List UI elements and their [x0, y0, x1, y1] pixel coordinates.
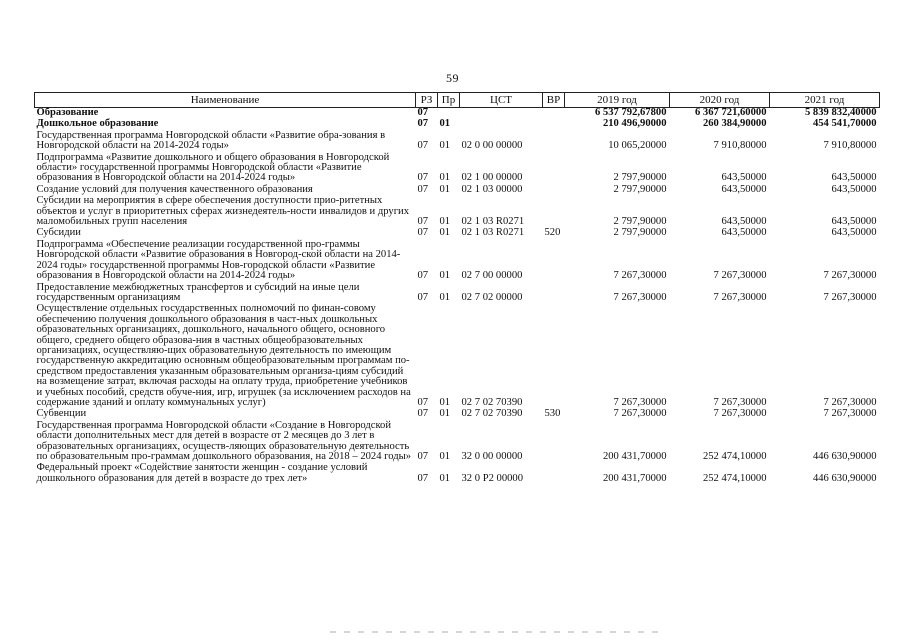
row-2020: 7 267,30000: [713, 291, 767, 303]
row-vr: [543, 303, 565, 408]
row-2021: 446 630,90000: [812, 451, 877, 462]
row-name: Субвенции: [36, 408, 87, 420]
row-2020: 260 384,90000: [702, 118, 767, 130]
row-pr: 01: [439, 472, 451, 484]
row-rz: 07: [417, 183, 429, 195]
row-cst: 02 7 02 00000: [461, 291, 523, 303]
row-2021: 643,50000: [831, 172, 877, 184]
row-vr: [543, 118, 565, 129]
header-vr: ВР: [543, 93, 565, 108]
row-name: Государственная программа Новгородской области «Создание в Новгородской области дополнительных мест для детей в возрасте от 2 месяцев до 3 лет в образовательных организациях, осуществ-ляющих образовательную деятельность по образовательным про-граммам дошкольного образования, на 2018 – 2024 годы»: [36, 419, 412, 462]
table-row: [35, 195, 880, 227]
table-row: [35, 108, 880, 119]
row-pr: 01: [439, 396, 451, 408]
row-2019: 7 267,30000: [613, 291, 667, 303]
row-pr: 01: [439, 140, 451, 152]
row-name: Подпрограмма «Развитие дошкольного и общего образования в Новгородской области» государственной программы Новгородской области «Развитие образования в Новгородской области на 2014-2024 годы»: [36, 151, 390, 184]
row-rz: 07: [417, 107, 429, 118]
table-row: [35, 282, 880, 304]
table-row: [35, 239, 880, 282]
row-2020: 7 267,30000: [713, 270, 767, 282]
row-cst: 02 1 03 R0271: [461, 216, 525, 228]
row-2020: 643,50000: [721, 172, 767, 184]
page-number: 59: [446, 71, 459, 85]
row-pr: [438, 108, 460, 119]
row-name: Субсидии: [36, 227, 81, 239]
row-2021: 643,50000: [831, 183, 877, 195]
row-vr: [543, 108, 565, 119]
table-row: [35, 130, 880, 152]
table-row: [35, 462, 880, 484]
table-row: [35, 408, 880, 419]
row-pr: 01: [439, 172, 451, 184]
row-vr: [543, 282, 565, 304]
row-2021: 7 267,30000: [823, 270, 877, 282]
row-2019: 2 797,90000: [613, 216, 667, 228]
row-rz: 07: [417, 270, 429, 282]
row-cst: 02 1 03 R0271: [461, 227, 525, 239]
row-2019: 2 797,90000: [613, 227, 667, 239]
row-pr: 01: [439, 270, 451, 282]
row-2021: 643,50000: [831, 216, 877, 228]
row-2021: 454 541,70000: [812, 118, 877, 130]
header-row: [35, 93, 880, 108]
row-cst: [460, 118, 543, 129]
row-rz: 07: [417, 396, 429, 408]
row-cst: 02 0 00 00000: [461, 140, 523, 152]
row-2019: 7 267,30000: [613, 396, 667, 408]
row-vr: [543, 195, 565, 227]
row-2020: 252 474,10000: [702, 472, 767, 484]
header-pr: Пр: [438, 93, 460, 108]
table-row: [35, 152, 880, 184]
row-2019: 7 267,30000: [613, 408, 667, 420]
row-pr: 01: [439, 451, 451, 462]
row-name: Предоставление межбюджетных трансфертов и субсидий на иные цели государственным организациям: [36, 281, 360, 303]
header-name: Наименование: [35, 93, 416, 108]
row-2021: 7 910,80000: [823, 140, 877, 152]
row-2020: 252 474,10000: [702, 451, 767, 462]
row-name: Дошкольное образование: [36, 118, 159, 130]
header-2020: 2020 год: [670, 93, 770, 108]
row-2021: 643,50000: [831, 227, 877, 239]
row-rz: 07: [417, 408, 429, 420]
row-cst: 02 7 02 70390: [461, 396, 523, 408]
row-2019: 200 431,70000: [602, 472, 667, 484]
row-vr: [543, 420, 565, 463]
row-pr: 01: [439, 118, 451, 130]
row-2021: 5 839 832,40000: [804, 107, 877, 118]
row-2020: 7 267,30000: [713, 396, 767, 408]
row-2019: 10 065,20000: [608, 140, 667, 152]
row-vr: 530: [544, 408, 561, 420]
row-vr: 520: [544, 227, 561, 239]
row-2020: 6 367 721,60000: [694, 107, 767, 118]
row-name: Федеральный проект «Содействие занятости женщин - создание условий дошкольного образования для детей в возрасте до трех лет»: [36, 462, 368, 484]
row-name: Образование: [36, 107, 99, 118]
row-2019: 200 431,70000: [602, 451, 667, 462]
row-rz: 07: [417, 472, 429, 484]
row-cst: 02 7 02 70390: [461, 408, 523, 420]
row-vr: [543, 462, 565, 484]
row-2020: 7 267,30000: [713, 408, 767, 420]
row-2020: 643,50000: [721, 227, 767, 239]
row-2019: 6 537 792,67800: [594, 107, 667, 118]
row-rz: 07: [417, 118, 429, 130]
row-2020: 643,50000: [721, 216, 767, 228]
row-rz: 07: [417, 227, 429, 239]
row-2020: 643,50000: [721, 183, 767, 195]
header-2019: 2019 год: [565, 93, 670, 108]
row-2021: 446 630,90000: [812, 472, 877, 484]
row-vr: [543, 184, 565, 195]
row-2019: 2 797,90000: [613, 172, 667, 184]
row-pr: 01: [439, 408, 451, 420]
row-cst: 32 0 P2 00000: [461, 472, 524, 484]
row-rz: 07: [417, 451, 429, 462]
table-row: [35, 420, 880, 463]
row-cst: [460, 108, 543, 119]
row-rz: 07: [417, 140, 429, 152]
row-cst: 02 1 00 00000: [461, 172, 523, 184]
row-pr: 01: [439, 291, 451, 303]
table-row: [35, 184, 880, 195]
row-2019: 2 797,90000: [613, 183, 667, 195]
row-2021: 7 267,30000: [823, 396, 877, 408]
row-cst: 02 7 00 00000: [461, 270, 523, 282]
row-2021: 7 267,30000: [823, 408, 877, 420]
scan-artifact: [330, 631, 660, 633]
row-rz: 07: [417, 172, 429, 184]
row-2021: 7 267,30000: [823, 291, 877, 303]
table-row: [35, 303, 880, 408]
row-rz: 07: [417, 291, 429, 303]
row-2019: 7 267,30000: [613, 270, 667, 282]
row-pr: 01: [439, 183, 451, 195]
row-name: Государственная программа Новгородской области «Развитие обра-зования в Новгородской области на 2014-2024 годы»: [36, 129, 386, 152]
header-cst: ЦСТ: [460, 93, 543, 108]
row-pr: 01: [439, 216, 451, 228]
row-pr: 01: [439, 227, 451, 239]
row-name: Осуществление отдельных государственных полномочий по финан-совому обеспечению получения дошкольного образования в част-ных дошкольных образовательных организациях, дошкольного, начального общего, основного общего, среднего общего образова-ния в частных общеобразовательных организациях, осуществляю-щих образовательную деятельность по имеющим государственную аккредитацию основным общеобразовательным программам по-средством предоставления указанным образовательным организа-циям субсидий на возмещение затрат, включая расходы на оплату труда, приобретение учебников и учебных пособий, средств обуче-ния, игр, игрушек (за исключением расходов на содержание зданий и оплату коммунальных услуг): [36, 303, 411, 408]
row-vr: [543, 152, 565, 184]
row-name: Создание условий для получения качественного образования: [36, 183, 313, 195]
table-row: [35, 118, 880, 129]
table-row: [35, 227, 880, 238]
header-2021: 2021 год: [770, 93, 880, 108]
row-cst: 02 1 03 00000: [461, 183, 523, 195]
row-rz: 07: [417, 216, 429, 228]
row-vr: [543, 130, 565, 152]
row-cst: 32 0 00 00000: [461, 451, 523, 462]
row-vr: [543, 239, 565, 282]
header-rz: РЗ: [416, 93, 438, 108]
row-name: Субсидии на мероприятия в сфере обеспечения доступности прио-ритетных объектов и услуг в приоритетных сферах жизнедеятель-ности инвалидов и других маломобильных групп населения: [36, 195, 410, 228]
row-2019: 210 496,90000: [602, 118, 667, 130]
row-name: Подпрограмма «Обеспечение реализации государственной про-граммы Новгородской области «Развитие образования в Новгород-ской области на 2014-2024 годы» государственной программы Нов-городской области «Развитие образования в Новгородской области на 2014-2024 годы»: [36, 238, 401, 282]
row-2020: 7 910,80000: [713, 140, 767, 152]
budget-table: [34, 92, 880, 484]
